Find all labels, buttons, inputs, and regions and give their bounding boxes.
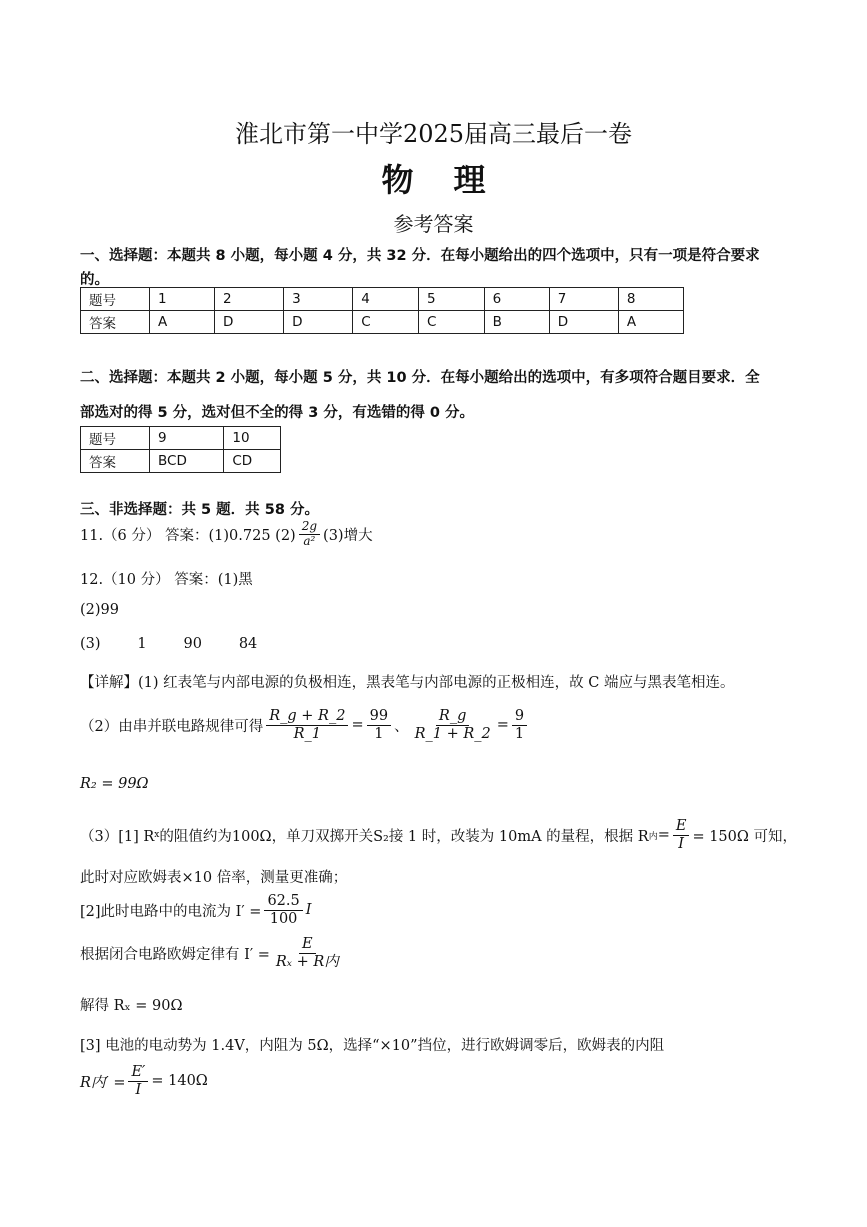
fraction-denominator: I bbox=[678, 835, 685, 852]
table-cell: 题号 bbox=[81, 288, 150, 311]
table-cell: 答案 bbox=[81, 450, 150, 473]
fraction-numerator: E bbox=[299, 936, 316, 954]
q11-answer bbox=[80, 520, 373, 549]
table-cell: 6 bbox=[484, 288, 549, 311]
detail3a-fraction bbox=[673, 818, 690, 852]
fraction-numerator: R_g + R_2 bbox=[266, 708, 348, 726]
table-row bbox=[81, 427, 281, 450]
table-row bbox=[81, 450, 281, 473]
section3-heading: 三、非选择题：共 5 题．共 58 分。 bbox=[80, 502, 319, 518]
detail5-fraction bbox=[273, 936, 342, 970]
detail2-prefix: （2）由串并联电路规律可得 bbox=[80, 718, 264, 735]
table-cell: 答案 bbox=[81, 311, 150, 334]
section1-answer-table bbox=[80, 287, 684, 334]
fraction-numerator: 9 bbox=[512, 708, 527, 726]
table-cell: 1 bbox=[150, 288, 215, 311]
q11-fraction bbox=[299, 520, 320, 549]
section2-intro-line2: 部选对的得 5 分，选对但不全的得 3 分，有选错的得 0 分。 bbox=[80, 405, 475, 421]
q11-prefix: 11.（6 分） 答案：(1)0.725 (2) bbox=[80, 527, 296, 544]
q12-detail1: 【详解】(1) 红表笔与内部电源的负极相连，黑表笔与内部电源的正极相连，故 C 端应与黑表笔相连。 bbox=[80, 675, 735, 691]
fraction-numerator: E′ bbox=[128, 1064, 148, 1082]
eq-separator: 、 bbox=[394, 718, 409, 735]
exam-title: 淮北市第一中学2025届高三最后一卷 bbox=[234, 120, 633, 148]
r2-result: R₂ = 99Ω bbox=[80, 776, 149, 792]
table-cell: D bbox=[215, 311, 284, 334]
table-cell: C bbox=[353, 311, 419, 334]
q12-line3: (3) 1 90 84 bbox=[80, 636, 258, 652]
fraction-denominator: R_1 + R_2 bbox=[414, 725, 491, 742]
table-cell: CD bbox=[224, 450, 281, 473]
table-cell: 2 bbox=[215, 288, 284, 311]
eq2-fraction bbox=[412, 708, 494, 742]
detail4-fraction bbox=[264, 893, 302, 927]
q12-line1: 12.（10 分） 答案：(1)黑 bbox=[80, 572, 253, 588]
detail5-prefix: 根据闭合电路欧姆定律有 I′ = bbox=[80, 946, 270, 963]
q12-detail3b: 此时对应欧姆表×10 倍率，测量更准确； bbox=[80, 870, 348, 886]
subject-title: 物理 bbox=[381, 161, 526, 199]
q12-detail3a: （3）[1] R x 的阻值约为100Ω，单刀双掷开关S₂接 1 时，改装为 10mA 的量程，根据 R 内 = $\frac{E}{I}$ = 150Ω 可知， bbox=[80, 818, 798, 852]
detail3a-suffix: = 150Ω 可知， bbox=[692, 828, 798, 845]
detail4-suffix: I bbox=[305, 902, 312, 919]
detail4-prefix: [2]此时电路中的电流为 I′ = bbox=[80, 903, 262, 920]
table-cell: D bbox=[549, 311, 618, 334]
detail8-suffix: = 140Ω bbox=[151, 1073, 208, 1090]
fraction-numerator: R_g bbox=[436, 708, 469, 726]
table-cell: 7 bbox=[549, 288, 618, 311]
table-cell: A bbox=[150, 311, 215, 334]
fraction-denominator: R_1 bbox=[293, 725, 322, 742]
table-cell: 题号 bbox=[81, 427, 150, 450]
answers-heading: 参考答案 bbox=[393, 212, 474, 236]
eq1-rhs-fraction bbox=[367, 708, 391, 742]
detail3a-prefix: （3）[1] R bbox=[80, 828, 155, 845]
detail8-prefix: R内′ = bbox=[80, 1074, 126, 1091]
table-cell: 3 bbox=[284, 288, 353, 311]
table-cell: D bbox=[284, 311, 353, 334]
table-cell: B bbox=[484, 311, 549, 334]
fraction-numerator: 62.5 bbox=[264, 893, 302, 911]
table-cell: C bbox=[418, 311, 484, 334]
table-row bbox=[81, 311, 684, 334]
q12-line2: (2)99 bbox=[80, 602, 119, 618]
fraction-numerator: E bbox=[673, 818, 690, 836]
table-cell: BCD bbox=[150, 450, 224, 473]
detail3a-mid: 的阻值约为100Ω，单刀双掷开关S₂接 1 时，改装为 10mA 的量程，根据 R bbox=[159, 828, 649, 845]
table-row bbox=[81, 288, 684, 311]
section2-answer-table bbox=[80, 426, 281, 473]
fraction-denominator: 100 bbox=[269, 910, 298, 927]
q12-detail6: 解得 Rₓ = 90Ω bbox=[80, 998, 183, 1014]
q12-detail5 bbox=[80, 936, 345, 970]
fraction-denominator: 1 bbox=[514, 725, 525, 742]
table-cell: A bbox=[618, 311, 683, 334]
eq2-rhs-fraction bbox=[512, 708, 527, 742]
q12-detail2: （2）由串并联电路规律可得 $\frac{R\_g + R\_2}{R\_1}$ = $\frac{99}{1}$ 、 $\frac{R\_g}{R\_1 + R\_2}$ = $\frac{9}{1}$ bbox=[80, 708, 530, 742]
fraction-denominator: I bbox=[135, 1081, 142, 1098]
fraction-numerator: 2g bbox=[299, 520, 320, 535]
detail8-fraction bbox=[128, 1064, 148, 1098]
q12-detail4 bbox=[80, 893, 311, 927]
table-cell: 8 bbox=[618, 288, 683, 311]
q11-suffix: (3)增大 bbox=[323, 527, 373, 544]
section1-intro-line2: 的。 bbox=[80, 272, 109, 288]
section2-intro-line1: 二、选择题：本题共 2 小题，每小题 5 分，共 10 分．在每小题给出的选项中，有多项符合题目要求．全 bbox=[80, 370, 760, 386]
eq1-fraction bbox=[266, 708, 348, 742]
fraction-denominator: 1 bbox=[374, 725, 384, 742]
table-cell: 4 bbox=[353, 288, 419, 311]
fraction-denominator: a² bbox=[303, 533, 316, 548]
table-cell: 10 bbox=[224, 427, 281, 450]
fraction-numerator: 99 bbox=[367, 708, 391, 726]
section1-intro-line1: 一、选择题：本题共 8 小题，每小题 4 分，共 32 分．在每小题给出的四个选项中，只有一项是符合要求 bbox=[80, 248, 760, 264]
table-cell: 5 bbox=[418, 288, 484, 311]
q12-detail8 bbox=[80, 1064, 208, 1098]
table-cell: 9 bbox=[150, 427, 224, 450]
fraction-denominator: Rₓ + R内 bbox=[275, 953, 339, 970]
q12-detail7: [3] 电池的电动势为 1.4V，内阻为 5Ω，选择“×10”挡位，进行欧姆调零后，欧姆表的内阻 bbox=[80, 1038, 665, 1054]
